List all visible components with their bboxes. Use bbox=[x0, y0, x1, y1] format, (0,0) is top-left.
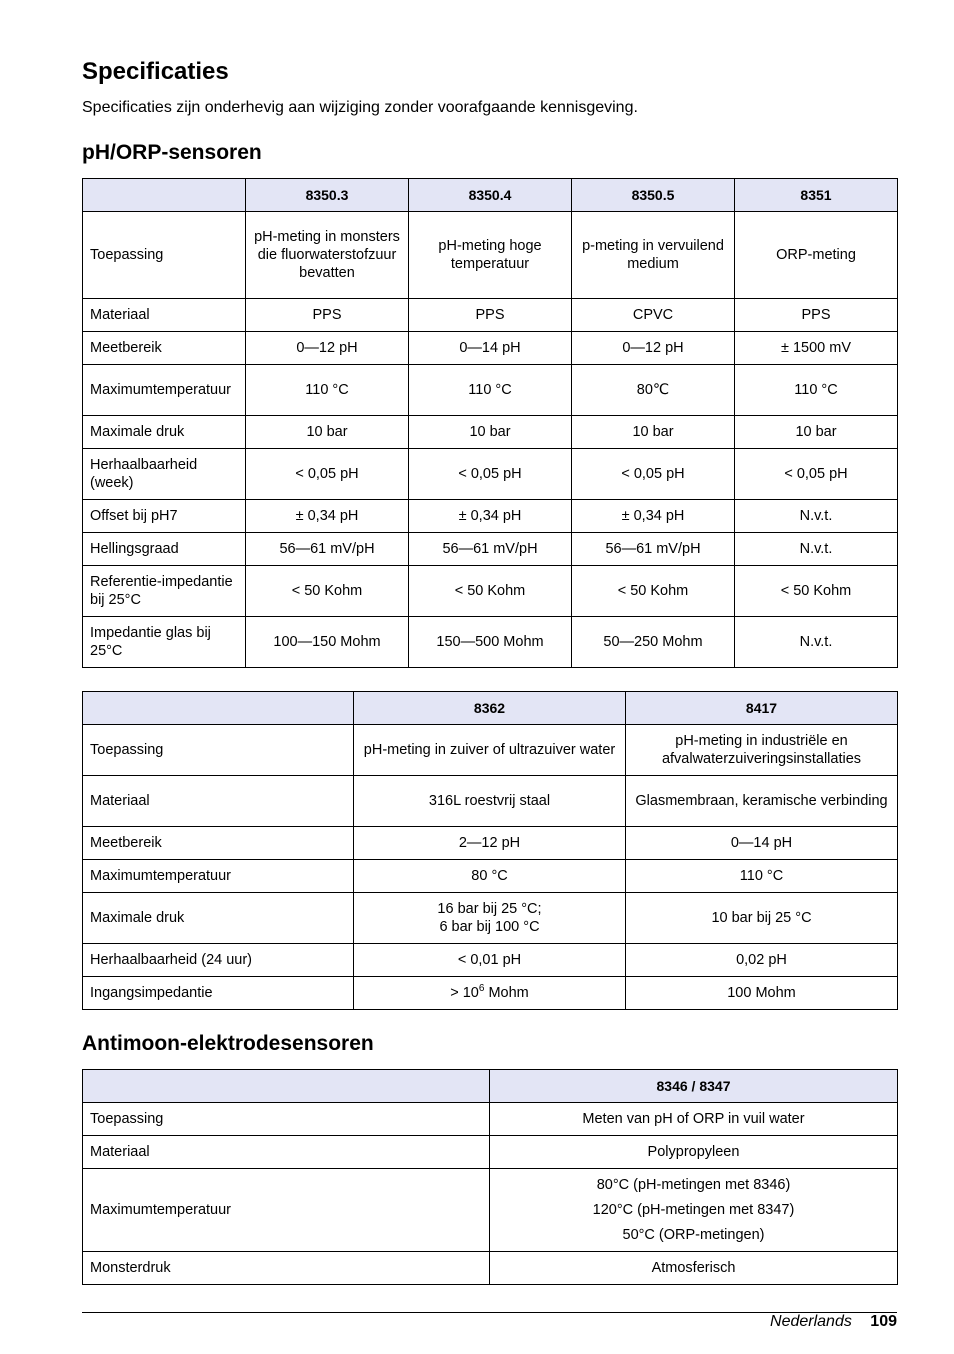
table-cell: Glasmembraan, keramische verbinding bbox=[626, 776, 898, 827]
section-heading-antimony: Antimoon-elektrodesensoren bbox=[82, 1032, 374, 1055]
table-row bbox=[83, 449, 898, 500]
cell-line: 50°C (ORP-metingen) bbox=[622, 1226, 765, 1243]
table-row bbox=[83, 1136, 898, 1169]
table-cell: Atmosferisch bbox=[490, 1252, 898, 1285]
table-cell: N.v.t. bbox=[735, 617, 898, 668]
header-cell: 8350.4 bbox=[409, 179, 572, 212]
table-cell: 56—61 mV/pH bbox=[572, 533, 735, 566]
row-label: Materiaal bbox=[83, 1136, 490, 1169]
table-row bbox=[83, 416, 898, 449]
table-cell: 0—14 pH bbox=[626, 827, 898, 860]
exponent: 6 bbox=[478, 983, 485, 995]
cell-line: 6 bar bij 100 °C bbox=[439, 919, 540, 935]
table-cell: CPVC bbox=[572, 299, 735, 332]
value-base: > 10 bbox=[450, 985, 479, 1001]
table-row bbox=[83, 533, 898, 566]
header-cell: 8346 / 8347 bbox=[490, 1070, 898, 1103]
table-cell: 0,02 pH bbox=[626, 944, 898, 977]
table-row bbox=[83, 365, 898, 416]
table-cell: < 50 Kohm bbox=[246, 566, 409, 617]
row-label: Herhaalbaarheid (week) bbox=[83, 449, 246, 500]
table-cell: ± 1500 mV bbox=[735, 332, 898, 365]
ph-orp-spec-table-1 bbox=[82, 178, 898, 668]
row-label: Materiaal bbox=[83, 299, 246, 332]
value-unit: Mohm bbox=[484, 985, 529, 1001]
table-cell: < 0,05 pH bbox=[735, 449, 898, 500]
table-row bbox=[83, 1252, 898, 1285]
header-cell: 8417 bbox=[626, 692, 898, 725]
table-row bbox=[83, 1103, 898, 1136]
table-header-row bbox=[83, 1070, 898, 1103]
row-label: Meetbereik bbox=[83, 827, 354, 860]
table-row bbox=[83, 332, 898, 365]
table-cell: < 0,05 pH bbox=[246, 449, 409, 500]
table-row bbox=[83, 500, 898, 533]
table-cell: 110 °C bbox=[246, 365, 409, 416]
row-label: Monsterdruk bbox=[83, 1252, 490, 1285]
page-footer bbox=[770, 1313, 897, 1331]
table-cell: pH-meting in monsters die fluorwaterstofzuur bevatten bbox=[246, 212, 409, 299]
table-cell: N.v.t. bbox=[735, 500, 898, 533]
header-cell: 8351 bbox=[735, 179, 898, 212]
row-label: Herhaalbaarheid (24 uur) bbox=[83, 944, 354, 977]
table-cell: PPS bbox=[246, 299, 409, 332]
row-label: Ingangsimpedantie bbox=[83, 977, 354, 1010]
table-cell: 80℃ bbox=[572, 365, 735, 416]
table-row bbox=[83, 944, 898, 977]
header-cell-empty bbox=[83, 179, 246, 212]
section-heading-ph-orp: pH/ORP-sensoren bbox=[82, 141, 262, 164]
table-cell: ± 0,34 pH bbox=[409, 500, 572, 533]
table-cell: 10 bar bbox=[572, 416, 735, 449]
table-cell: 110 °C bbox=[626, 860, 898, 893]
row-label: Maximale druk bbox=[83, 416, 246, 449]
cell-line: 80°C (pH-metingen met 8346) bbox=[596, 1176, 791, 1193]
cell-line: 16 bar bij 25 °C; bbox=[437, 901, 542, 917]
row-label: Maximumtemperatuur bbox=[83, 1169, 490, 1252]
table-cell: 80 °C bbox=[354, 860, 626, 893]
table-cell: PPS bbox=[735, 299, 898, 332]
row-label: Toepassing bbox=[83, 212, 246, 299]
table-cell: < 0,05 pH bbox=[572, 449, 735, 500]
row-label: Impedantie glas bij 25°C bbox=[83, 617, 246, 668]
table-cell: 0—14 pH bbox=[409, 332, 572, 365]
cell-line: 120°C (pH-metingen met 8347) bbox=[592, 1201, 795, 1218]
table-row bbox=[83, 212, 898, 299]
table-cell: 2—12 pH bbox=[354, 827, 626, 860]
intro-text: Specificaties zijn onderhevig aan wijziging zonder voorafgaande kennisgeving. bbox=[82, 99, 638, 116]
table-cell: pH-meting in industriële en afvalwaterzuiveringsinstallaties bbox=[626, 725, 898, 776]
row-label: Referentie-impedantie bij 25°C bbox=[83, 566, 246, 617]
header-cell-empty bbox=[83, 1070, 490, 1103]
table-cell: 10 bar bij 25 °C bbox=[626, 893, 898, 944]
table-cell: pH-meting in zuiver of ultrazuiver water bbox=[354, 725, 626, 776]
table-cell: Meten van pH of ORP in vuil water bbox=[490, 1103, 898, 1136]
row-label: Maximale druk bbox=[83, 893, 354, 944]
table-row bbox=[83, 617, 898, 668]
table-cell: PPS bbox=[409, 299, 572, 332]
row-label: Toepassing bbox=[83, 725, 354, 776]
page-title: Specificaties bbox=[82, 58, 229, 85]
table-header-row bbox=[83, 179, 898, 212]
table-cell: 56—61 mV/pH bbox=[409, 533, 572, 566]
table-row bbox=[83, 827, 898, 860]
table-cell: 56—61 mV/pH bbox=[246, 533, 409, 566]
table-cell: 110 °C bbox=[735, 365, 898, 416]
table-cell: 10 bar bbox=[735, 416, 898, 449]
footer-language: Nederlands bbox=[770, 1313, 852, 1330]
row-label: Toepassing bbox=[83, 1103, 490, 1136]
table-row bbox=[83, 566, 898, 617]
table-cell: ± 0,34 pH bbox=[246, 500, 409, 533]
header-cell-empty bbox=[83, 692, 354, 725]
table-row bbox=[83, 776, 898, 827]
table-cell: 316L roestvrij staal bbox=[354, 776, 626, 827]
row-label: Offset bij pH7 bbox=[83, 500, 246, 533]
table-cell: 10 bar bbox=[246, 416, 409, 449]
row-label: Meetbereik bbox=[83, 332, 246, 365]
table-cell: 110 °C bbox=[409, 365, 572, 416]
table-cell: Polypropyleen bbox=[490, 1136, 898, 1169]
table-cell: ORP-meting bbox=[735, 212, 898, 299]
table-cell: ± 0,34 pH bbox=[572, 500, 735, 533]
table-row bbox=[83, 1169, 898, 1252]
table-row bbox=[83, 893, 898, 944]
table-cell bbox=[354, 977, 626, 1010]
row-label: Hellingsgraad bbox=[83, 533, 246, 566]
table-header-row bbox=[83, 692, 898, 725]
table-cell: < 0,05 pH bbox=[409, 449, 572, 500]
header-cell: 8350.5 bbox=[572, 179, 735, 212]
table-cell: N.v.t. bbox=[735, 533, 898, 566]
table-cell: 100—150 Mohm bbox=[246, 617, 409, 668]
table-cell: pH-meting hoge temperatuur bbox=[409, 212, 572, 299]
table-row bbox=[83, 725, 898, 776]
row-label: Materiaal bbox=[83, 776, 354, 827]
table-cell bbox=[490, 1169, 898, 1252]
table-cell: < 0,01 pH bbox=[354, 944, 626, 977]
table-cell: < 50 Kohm bbox=[409, 566, 572, 617]
antimony-spec-table bbox=[82, 1069, 898, 1285]
table-cell: 0—12 pH bbox=[246, 332, 409, 365]
page-number: 109 bbox=[870, 1313, 897, 1330]
header-cell: 8362 bbox=[354, 692, 626, 725]
table-row bbox=[83, 860, 898, 893]
table-cell: < 50 Kohm bbox=[572, 566, 735, 617]
table-cell: 0—12 pH bbox=[572, 332, 735, 365]
table-cell: < 50 Kohm bbox=[735, 566, 898, 617]
table-cell: p-meting in vervuilend medium bbox=[572, 212, 735, 299]
table-cell: 100 Mohm bbox=[626, 977, 898, 1010]
table-row bbox=[83, 977, 898, 1010]
table-cell bbox=[354, 893, 626, 944]
row-label: Maximumtemperatuur bbox=[83, 860, 354, 893]
table-cell: 50—250 Mohm bbox=[572, 617, 735, 668]
header-cell: 8350.3 bbox=[246, 179, 409, 212]
table-cell: 10 bar bbox=[409, 416, 572, 449]
table-row bbox=[83, 299, 898, 332]
table-cell: 150—500 Mohm bbox=[409, 617, 572, 668]
ph-orp-spec-table-2 bbox=[82, 691, 898, 1010]
row-label: Maximumtemperatuur bbox=[83, 365, 246, 416]
